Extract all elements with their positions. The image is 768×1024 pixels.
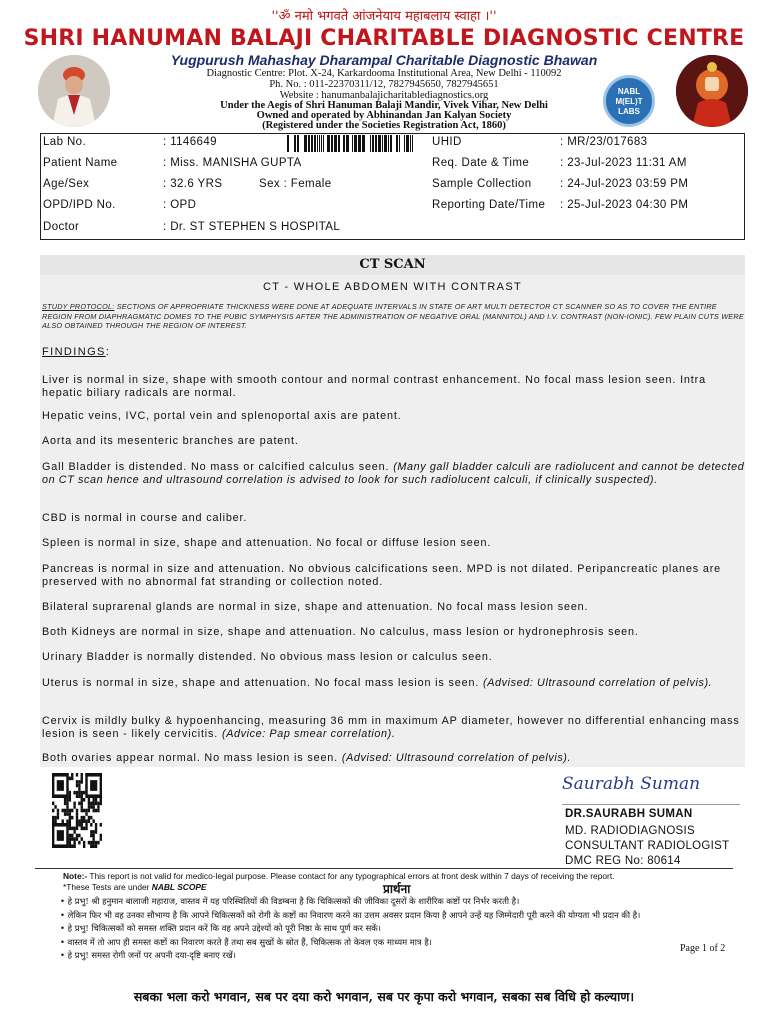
age-value: : 32.6 YRS: [163, 178, 223, 190]
finding-uterus: [42, 677, 746, 690]
finding-note: (Advised: Ultrasound correlation of pelvis).: [341, 752, 572, 764]
prayer-title: प्रार्थना: [383, 882, 411, 896]
handwritten-signature: Saurabh Suman: [562, 774, 740, 805]
finding-suprarenal: [42, 601, 746, 614]
findings-heading-text: FINDINGS: [42, 346, 106, 358]
uhid-label: UHID: [432, 136, 462, 148]
centre-phone: Ph. No. : 011-22370311/12, 7827945650, 7827945651: [269, 79, 499, 90]
finding-liver: [42, 374, 746, 399]
req-date-value: : 23-Jul-2023 11:31 AM: [560, 157, 687, 169]
page-number: Page 1 of 2: [680, 943, 726, 954]
hanuman-photo: [676, 55, 748, 127]
finding-text: Uterus is normal in size, shape and attenuation. No focal mass lesion is seen.: [42, 677, 480, 689]
finding-hepatic-veins: [42, 410, 746, 423]
section-title: CT SCAN: [40, 255, 745, 275]
report-subheading: CT - WHOLE ABDOMEN WITH CONTRAST: [263, 281, 522, 293]
finding-text: Hepatic veins, IVC, portal vein and splenoportal axis are patent.: [42, 410, 402, 422]
doctor-dmc-reg: DMC REG No: 80614: [565, 855, 681, 867]
note-label: Note:-: [63, 871, 88, 881]
prayer-line: • लेकिन फिर भी वह उनका सौभाग्य है कि आपने चिकित्सकों को रोगी के कष्टों का निवारण करने का उत्तम अवसर प्रदान किया है आपने उन्हें यह जिम्मेदारी पूरी करने की योग्यता भी प्रदान की है।: [60, 909, 641, 920]
founder-photo: [38, 55, 110, 127]
findings-colon: :: [105, 346, 111, 358]
centre-aegis: Under the Aegis of Shri Hanuman Balaji Mandir, Vivek Vihar, New Delhi: [220, 100, 548, 111]
finding-note: (Advice: Pap smear correlation).: [222, 727, 396, 740]
finding-text: Both Kidneys are normal in size, shape and attenuation. No calculus, mass lesion or hydronephrosis seen.: [42, 626, 639, 638]
centre-registration: (Registered under the Societies Registration Act, 1860): [262, 120, 506, 131]
finding-text: Aorta and its mesenteric branches are patent.: [42, 435, 299, 447]
deity-portrait-icon: [676, 55, 748, 127]
sample-collection-value: : 24-Jul-2023 03:59 PM: [560, 178, 689, 190]
qr-code-icon: [52, 773, 102, 848]
founder-portrait-icon: [38, 55, 110, 127]
finding-text: Both ovaries appear normal. No mass lesion is seen.: [42, 752, 339, 764]
patient-name-value: : Miss. MANISHA GUPTA: [163, 157, 302, 169]
opd-label: OPD/IPD No.: [43, 199, 116, 211]
prayer-list: [60, 895, 750, 963]
finding-text: Cervix is mildly bulky & hypoenhancing, measuring 36 mm in maximum AP diameter, however no differential enhancing mass lesion is seen - likely cervicitis.: [42, 715, 740, 740]
findings-heading: [42, 346, 110, 358]
age-sex-label: Age/Sex: [43, 178, 90, 190]
finding-text: Gall Bladder is distended. No mass or calcified calculus seen.: [42, 461, 390, 473]
prayer-line: • हे प्रभु! चिकित्सकों को समस्त शक्ति प्रदान करें कि वह अपने उद्देश्यों को पूरी निष्ठा के साथ पूर्ण कर सकें।: [60, 923, 381, 933]
opd-value: : OPD: [163, 199, 197, 211]
reporting-date-value: : 25-Jul-2023 04:30 PM: [560, 199, 689, 211]
protocol-text: SECTIONS OF APPROPRIATE THICKNESS WERE DONE AT ADEQUATE INTERVALS IN STATE OF ART MULTI DETECTOR CT SCANNER SO AS TO COVER THE ENTIRE REGION FROM DIAPHRAGMATIC DOMES TO THE PUBIC SYMPHYSIS AFTER THE ADMINISTRATION OF NEGATIVE ORAL (MANNITOL) AND I.V. CONTRAST (NON-IONIC). FEW PLAIN CUTS WERE ALSO OBTAINED THROUGH THE REGION OF INTEREST.: [42, 302, 744, 330]
centre-address: Diagnostic Centre: Plot. X-24, Karkardooma Institutional Area, New Delhi - 110092: [206, 68, 562, 79]
nabl-logo-text: NABL: [617, 87, 641, 96]
doctor-label: Doctor: [43, 221, 80, 233]
doctor-name: DR.SAURABH SUMAN: [565, 808, 693, 820]
centre-title: SHRI HANUMAN BALAJI CHARITABLE DIAGNOSTIC CENTRE: [23, 26, 745, 51]
prayer-line: • वास्तव में तो आप ही समस्त कष्टों का निवारण करते हैं तथा सब सुखों के स्रोत हैं, चिकित्सक तो केवल एक माध्यम मात्र है।: [60, 936, 432, 947]
doctor-qualification: MD. RADIODIAGNOSIS: [565, 825, 695, 837]
finding-kidneys: [42, 626, 746, 639]
finding-cbd: [42, 512, 746, 525]
finding-cervix: [42, 715, 746, 740]
nabl-logo-text: M(EL)T: [615, 97, 643, 106]
protocol-label: STUDY PROTOCOL:: [42, 302, 115, 311]
nabl-logo-text: LABS: [618, 107, 640, 116]
centre-owner: Owned and operated by Abhinandan Jan Kalyan Society: [256, 110, 512, 121]
barcode-icon: [287, 135, 414, 152]
finding-pancreas: [42, 563, 746, 588]
finding-text: Liver is normal in size, shape with smooth contour and normal contrast enhancement. No focal mass lesion seen. Intra hepatic biliary radicals are normal.: [42, 374, 706, 399]
study-protocol: [42, 302, 746, 331]
centre-subtitle: Yugpurush Mahashay Dharampal Charitable Diagnostic Bhawan: [170, 52, 598, 68]
nabl-scope: NABL SCOPE: [151, 881, 207, 892]
closing-prayer: सबका भला करो भगवान, सब पर दया करो भगवान, सब पर कृपा करो भगवान, सबका सब विधि हो कल्याण।: [133, 989, 635, 1004]
finding-note: (Many gall bladder calculi are radiolucent and cannot be detected on CT scan hence and ultrasound correlation is advised to look for such radiolucent calculi, if clinically suspected).: [42, 461, 745, 486]
centre-website: Website : hanumanbalajicharitablediagnostics.org: [279, 90, 489, 101]
lab-no-value: : 1146649: [163, 136, 217, 148]
prayer-line: • हे प्रभु! श्री हनुमान बालाजी महाराज, वास्तव में यह परिस्थितियों की विडम्बना है कि चिकित्सकों की जीविका दूसरों के शारीरिक कष्टों पर निर्भर करती है।: [60, 896, 520, 906]
sample-collection-label: Sample Collection: [432, 178, 532, 190]
finding-text: Bilateral suprarenal glands are normal in size, shape and attenuation. No focal mass lesion seen.: [42, 601, 589, 613]
finding-aorta: [42, 435, 746, 448]
sex-value: Sex : Female: [259, 178, 332, 190]
finding-text: CBD is normal in course and caliber.: [42, 512, 248, 524]
finding-gall-bladder: [42, 461, 746, 486]
finding-spleen: [42, 537, 746, 550]
nabl-note: *These Tests are under: [63, 881, 152, 892]
nabl-logo: [603, 75, 655, 127]
finding-text: Spleen is normal in size, shape and attenuation. No focal or diffuse lesion seen.: [42, 537, 492, 549]
doctor-value: : Dr. ST STEPHEN S HOSPITAL: [163, 221, 341, 233]
req-date-label: Req. Date & Time: [432, 157, 530, 169]
finding-urinary-bladder: [42, 651, 746, 664]
reporting-date-label: Reporting Date/Time: [432, 199, 546, 211]
lab-no-label: Lab No.: [43, 136, 87, 148]
doctor-designation: CONSULTANT RADIOLOGIST: [565, 840, 730, 852]
finding-text: Pancreas is normal in size and attenuation. No obvious calcifications seen. MPD is not dilated. Peripancreatic planes are preserved with no abnormal fat stranding or collection noted.: [42, 563, 721, 588]
patient-name-label: Patient Name: [43, 157, 118, 169]
header-mantra: ''ॐ नमो भगवते आंजनेयाय महाबलाय स्वाहा ।'': [271, 9, 497, 24]
prayer-line: • हे प्रभु! समस्त रोगी जनों पर अपनी दया-दृष्टि बनाए रखें।: [60, 950, 236, 960]
finding-text: Urinary Bladder is normally distended. No obvious mass lesion or calculus seen.: [42, 651, 493, 663]
note-text: This report is not valid for medico-legal purpose. Please contact for any typographical errors at front desk within 7 days of receiving the report.: [87, 871, 615, 881]
footer-divider: [35, 868, 733, 869]
finding-ovaries: [42, 752, 746, 765]
finding-note: (Advised: Ultrasound correlation of pelvis).: [483, 677, 713, 689]
uhid-value: : MR/23/017683: [560, 136, 648, 148]
